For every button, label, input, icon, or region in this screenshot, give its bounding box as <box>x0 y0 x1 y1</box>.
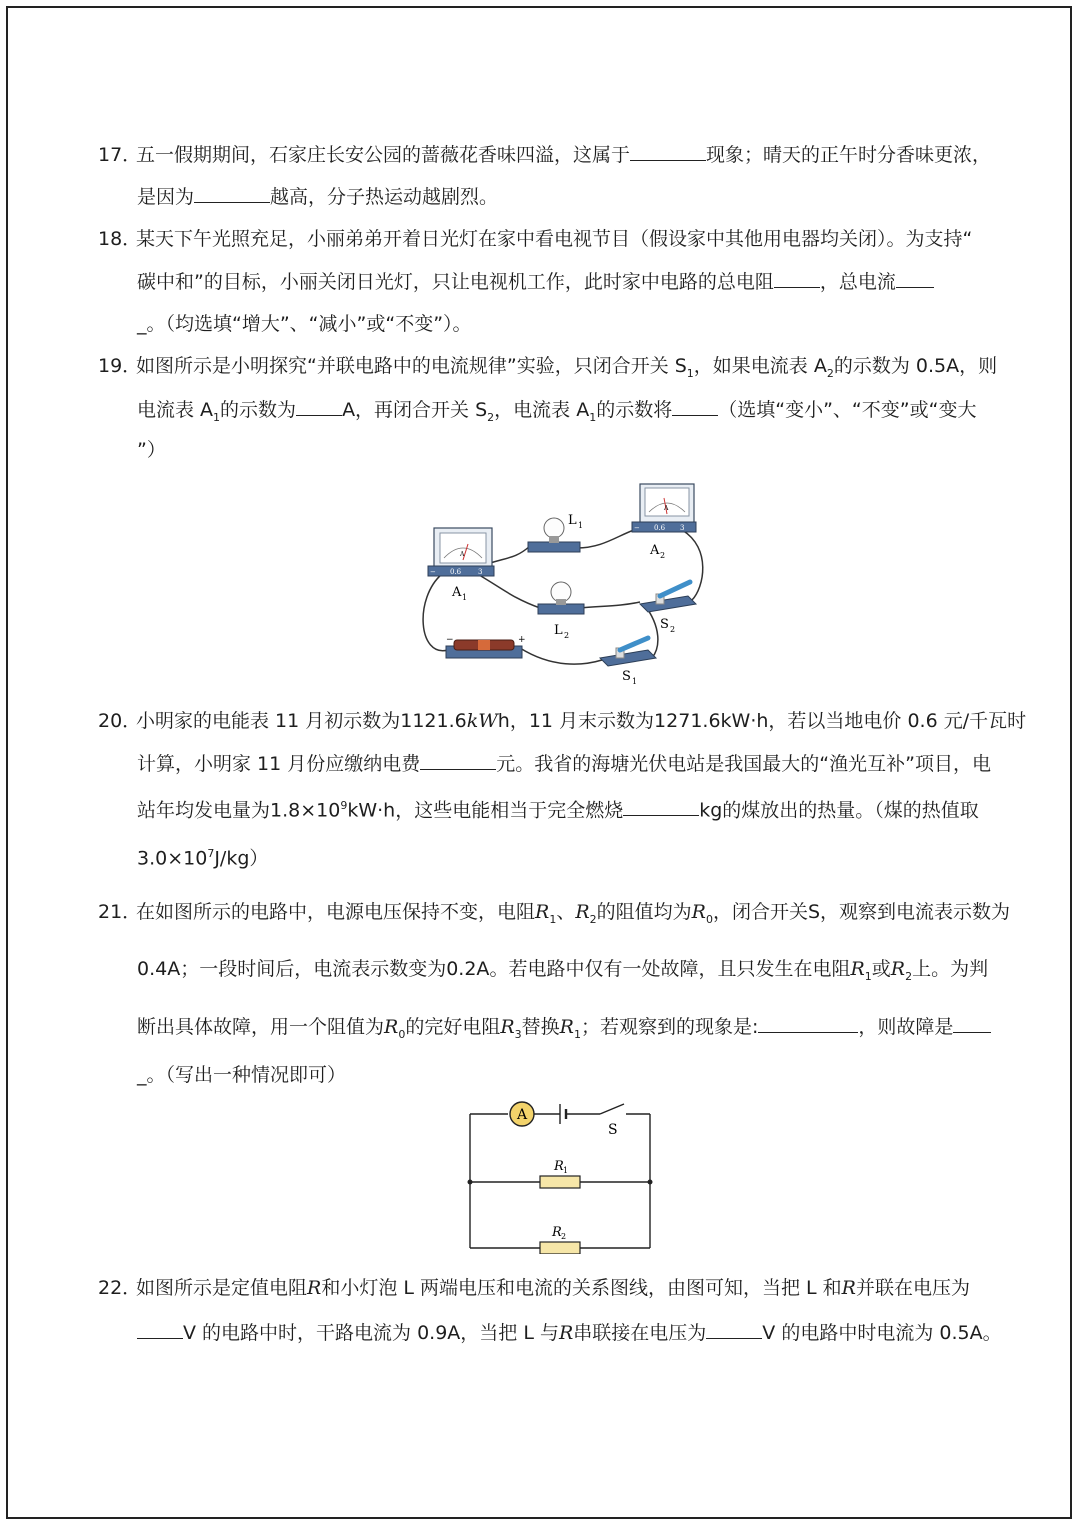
q21-number: 21． <box>98 901 142 923</box>
q19-blank-2[interactable] <box>672 397 718 416</box>
q20-blank-1[interactable] <box>420 751 496 770</box>
label-s1-sub: 1 <box>632 677 638 686</box>
junction-dot <box>468 1180 473 1185</box>
q21-line-3: 断出具体故障，用一个阻值为$R_0$的完好电阻$R_3$替换$R_1$；若观察到的现象是: ，则故障是 <box>137 1014 991 1047</box>
q21-blank-1[interactable] <box>758 1014 858 1033</box>
q18-line-3: _。（均选填“增大”、“减小”或“不变”）。 <box>137 313 472 335</box>
q17-line-1: 17．五一假期期间，石家庄长安公园的蔷薇花香味四溢，这属于 现象；晴天的正午时分香味更浓， <box>98 144 992 166</box>
r1-label-sub: 1 <box>563 1166 569 1175</box>
ammeter-a2 <box>632 484 696 532</box>
label-a2: A <box>650 543 660 558</box>
minus-sign: − <box>634 524 640 532</box>
wire <box>474 572 540 608</box>
ammeter-a1 <box>428 528 494 576</box>
q22-number: 22． <box>98 1277 142 1299</box>
q22-blank-1[interactable] <box>137 1320 183 1339</box>
q17-blank-1[interactable] <box>630 142 706 161</box>
battery <box>446 635 526 658</box>
switch-blade <box>600 1104 624 1114</box>
wire <box>577 530 634 548</box>
q18-blank-2[interactable] <box>896 269 934 288</box>
ammeter-label: A <box>517 1107 528 1123</box>
q19-blank-1[interactable] <box>296 397 342 416</box>
q20-line-1: 20．小明家的电能表 11 月初示数为1121.6kWh，11 月末示数为1271.6kW·h，若以当地电价 0.6 元/千瓦时 <box>98 710 1027 732</box>
label-l2: L <box>554 623 563 638</box>
q20-line-3: 站年均发电量为$1.8\times 10^9kW\cdot h$，这些电能相当于完全燃烧 kg的煤放出的热量。（煤的热值取 <box>137 799 979 822</box>
resistor-r1 <box>540 1176 580 1188</box>
q19-line-2: 电流表 $A_1$的示数为 A，再闭合开关 $S_2$，电流表 $A_1$的示数将 （选填“变小”、“不变”或“变大 <box>137 399 977 424</box>
switch-label: S <box>608 1122 618 1138</box>
q17-blank-2[interactable] <box>194 184 270 203</box>
lamp-l2 <box>538 582 584 614</box>
label-a1: A <box>452 585 462 600</box>
wire <box>520 648 602 664</box>
switch-s1 <box>600 638 656 666</box>
wire <box>423 574 448 651</box>
q21-circuit-figure <box>462 1098 658 1254</box>
scale-06: 0.6 <box>654 524 666 532</box>
q22-line-2: V 的电路中时，干路电流为 0.9A，当把 L 与R串联接在电压为 V 的电路中时电流为 0.5A。 <box>137 1320 1002 1345</box>
q17-number: 17． <box>98 144 142 166</box>
label-l2-sub: 2 <box>564 631 570 640</box>
label-l1-sub: 1 <box>578 521 584 530</box>
battery-plus: + <box>518 635 526 645</box>
q19-circuit-svg <box>412 478 712 688</box>
label-a2-sub: 2 <box>660 551 666 560</box>
junction-dot <box>648 1180 653 1185</box>
label-s1: S <box>622 669 631 684</box>
meter-letter: A <box>460 551 465 558</box>
wire <box>682 530 703 600</box>
q20-number: 20． <box>98 710 142 732</box>
r2-label-sub: 2 <box>561 1232 567 1241</box>
q21-line-4: _。（写出一种情况即可） <box>137 1064 347 1086</box>
q18-number: 18． <box>98 228 142 250</box>
scale-06: 0.6 <box>450 568 462 576</box>
q22-line-1: 22．如图所示是定值电阻R和小灯泡 L 两端电压和电流的关系图线，由图可知，当把 L 和R并联在电压为 <box>98 1277 970 1299</box>
q17-line-2: 是因为 越高，分子热运动越剧烈。 <box>137 186 499 208</box>
label-l1: L <box>568 513 577 528</box>
switch-s2 <box>640 582 696 612</box>
q18-blank-1[interactable] <box>774 269 820 288</box>
resistor-r2 <box>540 1242 580 1254</box>
meter-letter: A <box>664 505 669 512</box>
q21-circuit-svg <box>462 1098 658 1254</box>
label-s2-sub: 2 <box>670 625 676 634</box>
label-s2: S <box>660 617 669 632</box>
q18-line-1: 18．某天下午光照充足，小丽弟弟开着日光灯在家中看电视节目（假设家中其他用电器均关闭）。为支持“ <box>98 228 973 250</box>
q19-line-1: 19．如图所示是小明探究“并联电路中的电流规律”实验，只闭合开关 $S_1$，如果电流表 $A_2$的示数为 0.5A，则 <box>98 355 998 380</box>
q21-blank-2[interactable] <box>953 1014 991 1033</box>
label-a1-sub: 1 <box>462 593 468 602</box>
q18-line-2: 碳中和”的目标，小丽关闭日光灯，只让电视机工作，此时家中电路的总电阻 ，总电流 <box>137 269 934 294</box>
q20-line-4: $3.0\times 10^7J/kg$） <box>137 847 269 870</box>
q21-line-2: 0.4A；一段时间后，电流表示数变为0.2A。若电路中仅有一处故障，且只发生在电阻$R_1$或$R_2$上。为判 <box>137 958 989 983</box>
scale-3: 3 <box>680 524 685 532</box>
q20-blank-2[interactable] <box>623 797 699 816</box>
q19-circuit-figure <box>412 478 712 688</box>
wire <box>580 602 640 608</box>
q19-line-3: ”） <box>137 439 166 461</box>
q19-number: 19． <box>98 355 142 377</box>
q22-blank-2[interactable] <box>706 1320 762 1339</box>
q20-line-2: 计算，小明家 11 月份应缴纳电费 元。我省的海塘光伏电站是我国最大的“渔光互补”项目，电 <box>137 753 991 775</box>
scale-3: 3 <box>478 568 483 576</box>
r2-label: R <box>552 1225 562 1240</box>
q21-line-1: 21．在如图所示的电路中，电源电压保持不变，电阻$R_1$、$R_2$的阻值均为$R_0$，闭合开关S，观察到电流表示数为 <box>98 901 1011 926</box>
minus-sign: − <box>430 568 436 576</box>
r1-label: R <box>554 1159 564 1174</box>
battery-minus: − <box>446 635 454 645</box>
